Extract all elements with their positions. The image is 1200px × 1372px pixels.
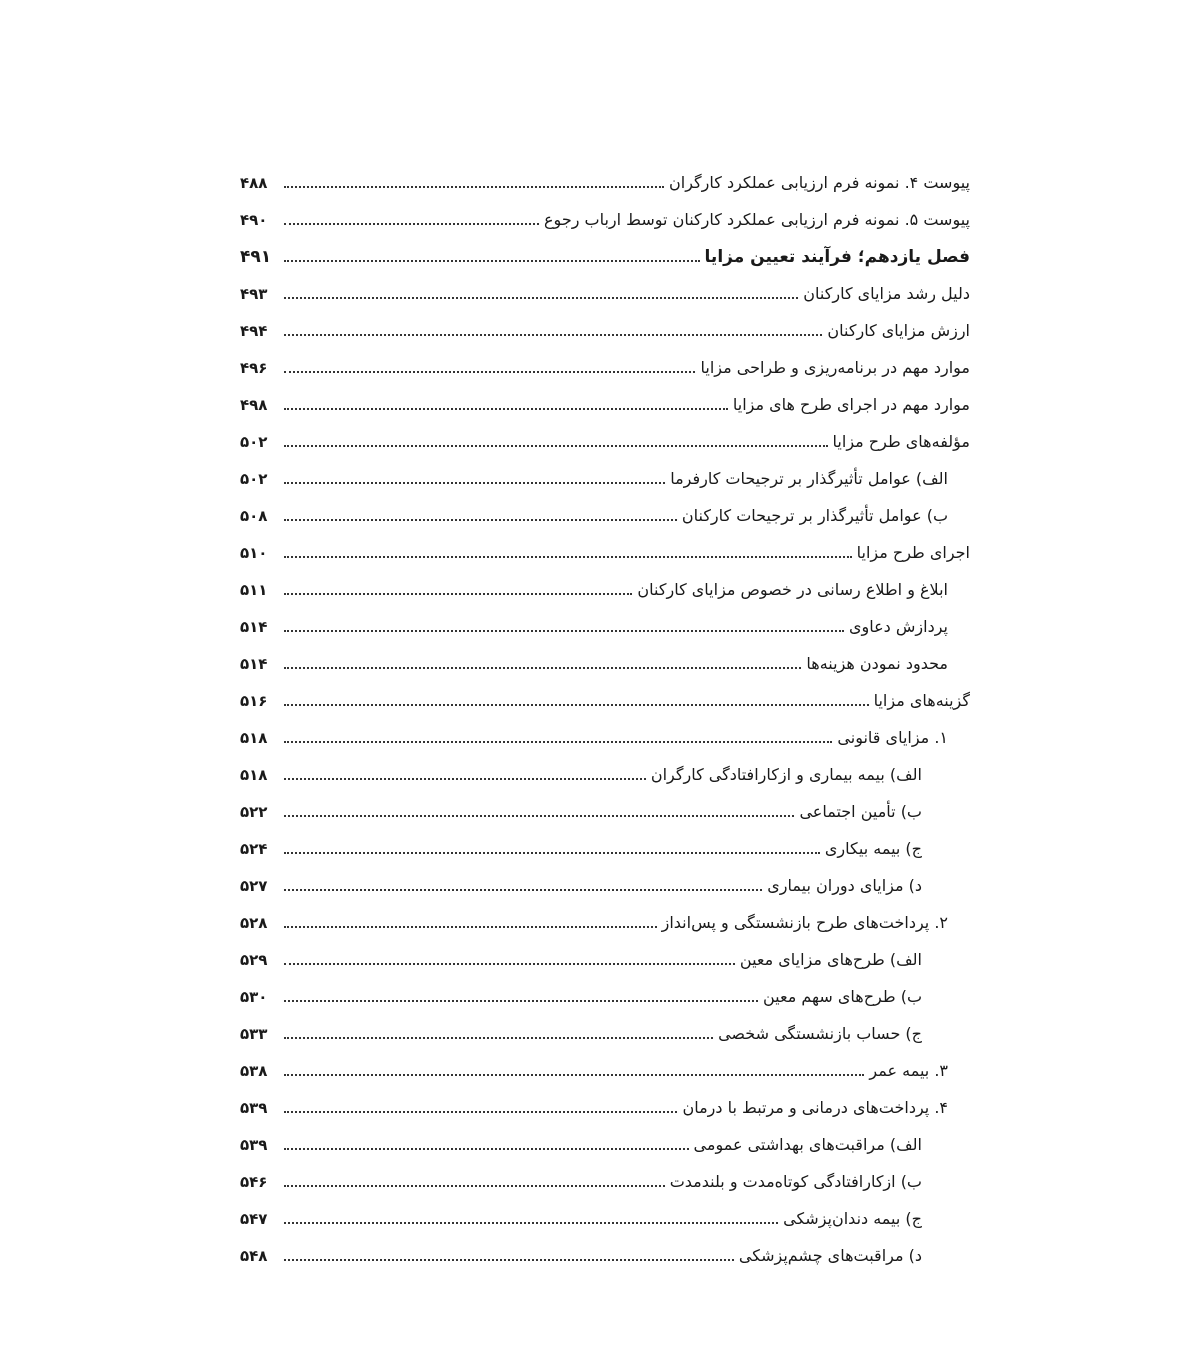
dot-leader bbox=[284, 407, 728, 410]
toc-entry-title: ب) طرح‌های سهم معین bbox=[762, 987, 922, 1006]
toc-row bbox=[240, 1089, 970, 1126]
toc-row bbox=[240, 645, 970, 682]
toc-page-number: ۴۹۱ bbox=[240, 246, 272, 267]
toc-entry-title: د) مراقبت‌های چشم‌پزشکی bbox=[738, 1246, 922, 1265]
dot-leader bbox=[284, 1073, 864, 1076]
toc-page-number: ۵۱۸ bbox=[240, 728, 268, 747]
toc-page-number: ۵۲۷ bbox=[240, 876, 268, 895]
toc-page-number: ۵۰۸ bbox=[240, 506, 268, 525]
dot-leader bbox=[284, 185, 664, 188]
dot-leader bbox=[284, 629, 844, 632]
toc-row bbox=[240, 793, 970, 830]
toc-page-number: ۵۲۴ bbox=[240, 839, 268, 858]
toc-page-number: ۵۱۸ bbox=[240, 765, 268, 784]
dot-leader bbox=[284, 703, 869, 706]
toc-page-number: ۴۸۸ bbox=[240, 173, 268, 192]
toc-entry-title: موارد مهم در برنامه‌ریزی و طراحی مزایا bbox=[700, 358, 970, 377]
toc-page-number: ۵۰۲ bbox=[240, 432, 268, 451]
toc-entry-title: الف) عوامل تأثیرگذار بر ترجیحات کارفرما bbox=[670, 469, 948, 488]
toc-row bbox=[240, 497, 970, 534]
toc-entry-title: پردازش دعاوی bbox=[849, 617, 948, 636]
toc-entry-title: ابلاغ و اطلاع رسانی در خصوص مزایای کارکنان bbox=[637, 580, 948, 599]
dot-leader bbox=[284, 518, 677, 521]
dot-leader bbox=[284, 444, 828, 447]
toc-row bbox=[240, 1126, 970, 1163]
dot-leader bbox=[284, 740, 832, 743]
toc-entry-title: ج) بیمه بیکاری bbox=[824, 839, 922, 858]
toc-entry-title: دلیل رشد مزایای کارکنان bbox=[803, 284, 970, 303]
toc-page-number: ۵۳۹ bbox=[240, 1098, 268, 1117]
dot-leader bbox=[284, 481, 665, 484]
dot-leader bbox=[284, 1110, 677, 1113]
toc-row bbox=[240, 534, 970, 571]
toc-row bbox=[240, 904, 970, 941]
dot-leader bbox=[284, 333, 822, 336]
toc-entry-title: موارد مهم در اجرای طرح های مزایا bbox=[732, 395, 970, 414]
toc-entry-title: الف) مراقبت‌های بهداشتی عمومی bbox=[693, 1135, 922, 1154]
toc-entry-title: ب) تأمین اجتماعی bbox=[799, 802, 922, 821]
dot-leader bbox=[284, 814, 794, 817]
toc-page-number: ۴۹۶ bbox=[240, 358, 268, 377]
toc-row bbox=[240, 608, 970, 645]
toc-entry-title: ج) حساب بازنشستگی شخصی bbox=[718, 1024, 922, 1043]
toc-row bbox=[240, 756, 970, 793]
dot-leader bbox=[284, 370, 695, 373]
toc-row bbox=[240, 386, 970, 423]
dot-leader bbox=[284, 1147, 689, 1150]
dot-leader bbox=[284, 999, 758, 1002]
toc-entry-title: مؤلفه‌های طرح مزایا bbox=[832, 432, 970, 451]
dot-leader bbox=[284, 1221, 778, 1224]
toc-entry-title: الف) طرح‌های مزایای معین bbox=[739, 950, 922, 969]
toc-entry-title: گزینه‌های مزایا bbox=[873, 691, 970, 710]
toc-entry-title: اجرای طرح مزایا bbox=[856, 543, 970, 562]
toc-entry-title: محدود نمودن هزینه‌ها bbox=[806, 654, 948, 673]
toc-page-number: ۵۲۲ bbox=[240, 802, 268, 821]
toc-entry-title: ۳. بیمه عمر bbox=[869, 1061, 948, 1080]
toc-page-number: ۵۳۰ bbox=[240, 987, 268, 1006]
toc-page-number: ۴۹۳ bbox=[240, 284, 268, 303]
dot-leader bbox=[284, 259, 700, 262]
toc-entry-title: پیوست ۴. نمونه فرم ارزیابی عملکرد کارگران bbox=[669, 173, 970, 192]
dot-leader bbox=[284, 1184, 665, 1187]
toc-row bbox=[240, 201, 970, 238]
toc-page-number: ۴۹۰ bbox=[240, 210, 268, 229]
toc-row bbox=[240, 1237, 970, 1274]
toc-entry-title: الف) بیمه بیماری و ازکارافتادگی کارگران bbox=[650, 765, 922, 784]
toc-row bbox=[240, 1163, 970, 1200]
dot-leader bbox=[284, 851, 820, 854]
toc-entry-title: فصل یازدهم؛ فرآیند تعیین مزایا bbox=[704, 246, 970, 267]
toc-row bbox=[240, 275, 970, 312]
toc-row bbox=[240, 867, 970, 904]
toc-row bbox=[240, 460, 970, 497]
toc-chapter-row bbox=[240, 238, 970, 275]
toc-entry-title: د) مزایای دوران بیماری bbox=[767, 876, 922, 895]
dot-leader bbox=[284, 888, 762, 891]
toc-page-number: ۵۴۷ bbox=[240, 1209, 268, 1228]
toc-entry-title: ب) ازکارافتادگی کوتاه‌مدت و بلندمدت bbox=[669, 1172, 922, 1191]
dot-leader bbox=[284, 1258, 734, 1261]
toc-entry-title: ارزش مزایای کارکنان bbox=[827, 321, 970, 340]
toc-page-number: ۵۱۴ bbox=[240, 617, 268, 636]
toc-row bbox=[240, 978, 970, 1015]
toc-page-number: ۵۱۶ bbox=[240, 691, 268, 710]
dot-leader bbox=[284, 1036, 713, 1039]
table-of-contents bbox=[240, 164, 970, 1274]
toc-row bbox=[240, 941, 970, 978]
toc-page-number: ۵۲۸ bbox=[240, 913, 268, 932]
toc-entry-title: پیوست ۵. نمونه فرم ارزیابی عملکرد کارکنان توسط ارباب رجوع bbox=[544, 210, 970, 229]
toc-page-number: ۵۱۱ bbox=[240, 580, 268, 599]
toc-entry-title: ج) بیمه دندان‌پزشکی bbox=[783, 1209, 922, 1228]
dot-leader bbox=[284, 962, 735, 965]
toc-row bbox=[240, 719, 970, 756]
toc-row bbox=[240, 830, 970, 867]
toc-row bbox=[240, 1200, 970, 1237]
toc-page-number: ۵۳۸ bbox=[240, 1061, 268, 1080]
toc-row bbox=[240, 1052, 970, 1089]
toc-entry-title: ۲. پرداخت‌های طرح بازنشستگی و پس‌انداز bbox=[661, 913, 948, 932]
toc-row bbox=[240, 164, 970, 201]
toc-page-number: ۴۹۸ bbox=[240, 395, 268, 414]
toc-page-number: ۵۲۹ bbox=[240, 950, 268, 969]
toc-page-number: ۵۳۹ bbox=[240, 1135, 268, 1154]
toc-page-number: ۴۹۴ bbox=[240, 321, 268, 340]
toc-row bbox=[240, 312, 970, 349]
dot-leader bbox=[284, 555, 852, 558]
toc-page-number: ۵۴۶ bbox=[240, 1172, 268, 1191]
toc-page-number: ۵۱۴ bbox=[240, 654, 268, 673]
dot-leader bbox=[284, 925, 657, 928]
dot-leader bbox=[284, 666, 801, 669]
toc-entry-title: ب) عوامل تأثیرگذار بر ترجیحات کارکنان bbox=[681, 506, 948, 525]
dot-leader bbox=[284, 777, 646, 780]
toc-entry-title: ۱. مزایای قانونی bbox=[837, 728, 948, 747]
toc-row bbox=[240, 423, 970, 460]
toc-row bbox=[240, 682, 970, 719]
dot-leader bbox=[284, 222, 539, 225]
dot-leader bbox=[284, 296, 798, 299]
toc-page-number: ۵۰۲ bbox=[240, 469, 268, 488]
toc-row bbox=[240, 349, 970, 386]
toc-row bbox=[240, 1015, 970, 1052]
toc-page-number: ۵۴۸ bbox=[240, 1246, 268, 1265]
toc-row bbox=[240, 571, 970, 608]
dot-leader bbox=[284, 592, 632, 595]
toc-entry-title: ۴. پرداخت‌های درمانی و مرتبط با درمان bbox=[682, 1098, 948, 1117]
toc-page-number: ۵۱۰ bbox=[240, 543, 268, 562]
toc-page-number: ۵۳۳ bbox=[240, 1024, 268, 1043]
